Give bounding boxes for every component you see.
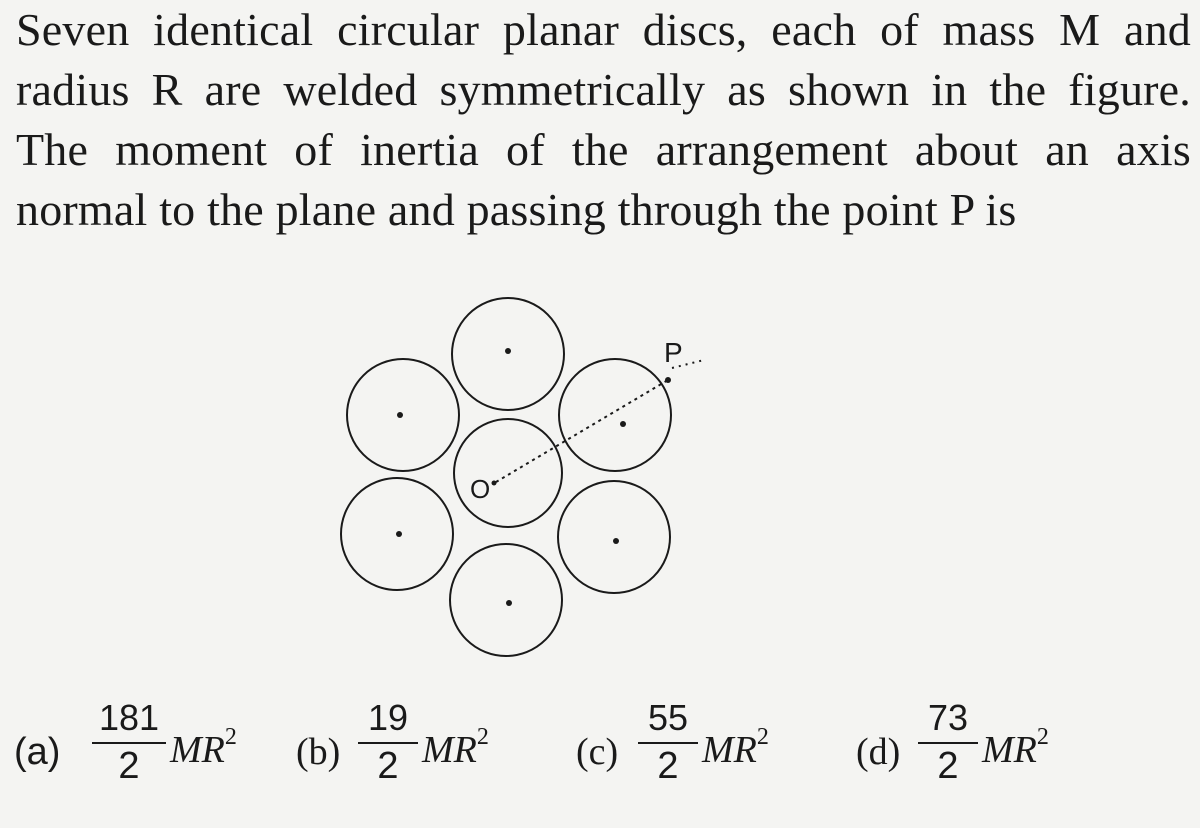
question-line-3: The moment of inertia of the arrangement about an axis bbox=[16, 124, 1191, 175]
disc-figure-svg bbox=[320, 280, 740, 680]
option-a-fraction-bar bbox=[92, 742, 166, 744]
question-line-1: Seven identical circular planar discs, each of mass M and bbox=[16, 4, 1191, 55]
option-a-power: 2 bbox=[224, 724, 237, 750]
question-text bbox=[16, 0, 1191, 240]
option-b-fraction-bar bbox=[358, 742, 418, 744]
option-a-fraction bbox=[92, 698, 166, 786]
center-dot-lower-left bbox=[396, 531, 402, 537]
option-d-fraction bbox=[918, 698, 978, 786]
option-b-numerator: 19 bbox=[367, 697, 409, 738]
option-d-letter: (d) bbox=[856, 731, 901, 773]
center-dot-lower-right bbox=[613, 538, 619, 544]
option-a-letter: (a) bbox=[14, 731, 61, 773]
option-b-mass: MR bbox=[422, 729, 477, 771]
question-line-4: normal to the plane and passing through the point P is bbox=[16, 184, 1017, 235]
option-b-power: 2 bbox=[476, 724, 489, 750]
option-c-fraction bbox=[638, 698, 698, 786]
center-dot-upper-left bbox=[397, 412, 403, 418]
option-a-denominator: 2 bbox=[118, 745, 140, 787]
disc-lower-right bbox=[558, 481, 670, 593]
option-a-numerator: 181 bbox=[98, 697, 160, 738]
option-d-mass: MR bbox=[982, 729, 1037, 771]
center-dot-top bbox=[505, 348, 511, 354]
center-dot-bottom bbox=[506, 600, 512, 606]
option-b-denominator: 2 bbox=[377, 745, 399, 787]
option-d-denominator: 2 bbox=[937, 745, 959, 787]
disc-bottom bbox=[450, 544, 562, 656]
question-line-2: radius R are welded symmetrically as shown in the figure. bbox=[16, 64, 1191, 115]
o-to-p-dashed-line bbox=[496, 380, 668, 482]
option-c-fraction-bar bbox=[638, 742, 698, 744]
disc-upper-right bbox=[559, 359, 671, 471]
disc-arrangement-figure bbox=[320, 280, 740, 680]
disc-center bbox=[454, 419, 562, 527]
option-d-numerator: 73 bbox=[927, 697, 969, 738]
option-d-power: 2 bbox=[1036, 724, 1049, 750]
option-c-numerator: 55 bbox=[647, 697, 689, 738]
center-dot-upper-right bbox=[620, 421, 626, 427]
option-c-mass: MR bbox=[702, 729, 757, 771]
option-d-mr bbox=[982, 724, 1049, 772]
answer-options bbox=[0, 690, 1200, 820]
option-c-letter: (c) bbox=[576, 731, 619, 773]
option-c-power: 2 bbox=[756, 724, 769, 750]
option-b-mr bbox=[422, 724, 489, 772]
label-o: O bbox=[470, 474, 491, 504]
option-a-mr bbox=[170, 724, 237, 772]
option-d-fraction-bar bbox=[918, 742, 978, 744]
label-p: P bbox=[664, 337, 683, 368]
option-b-fraction bbox=[358, 698, 418, 786]
point-p-dot bbox=[665, 377, 671, 383]
option-c-denominator: 2 bbox=[657, 745, 679, 787]
option-b-letter: (b) bbox=[296, 731, 341, 773]
option-a-mass: MR bbox=[170, 729, 225, 771]
option-c-mr bbox=[702, 724, 769, 772]
